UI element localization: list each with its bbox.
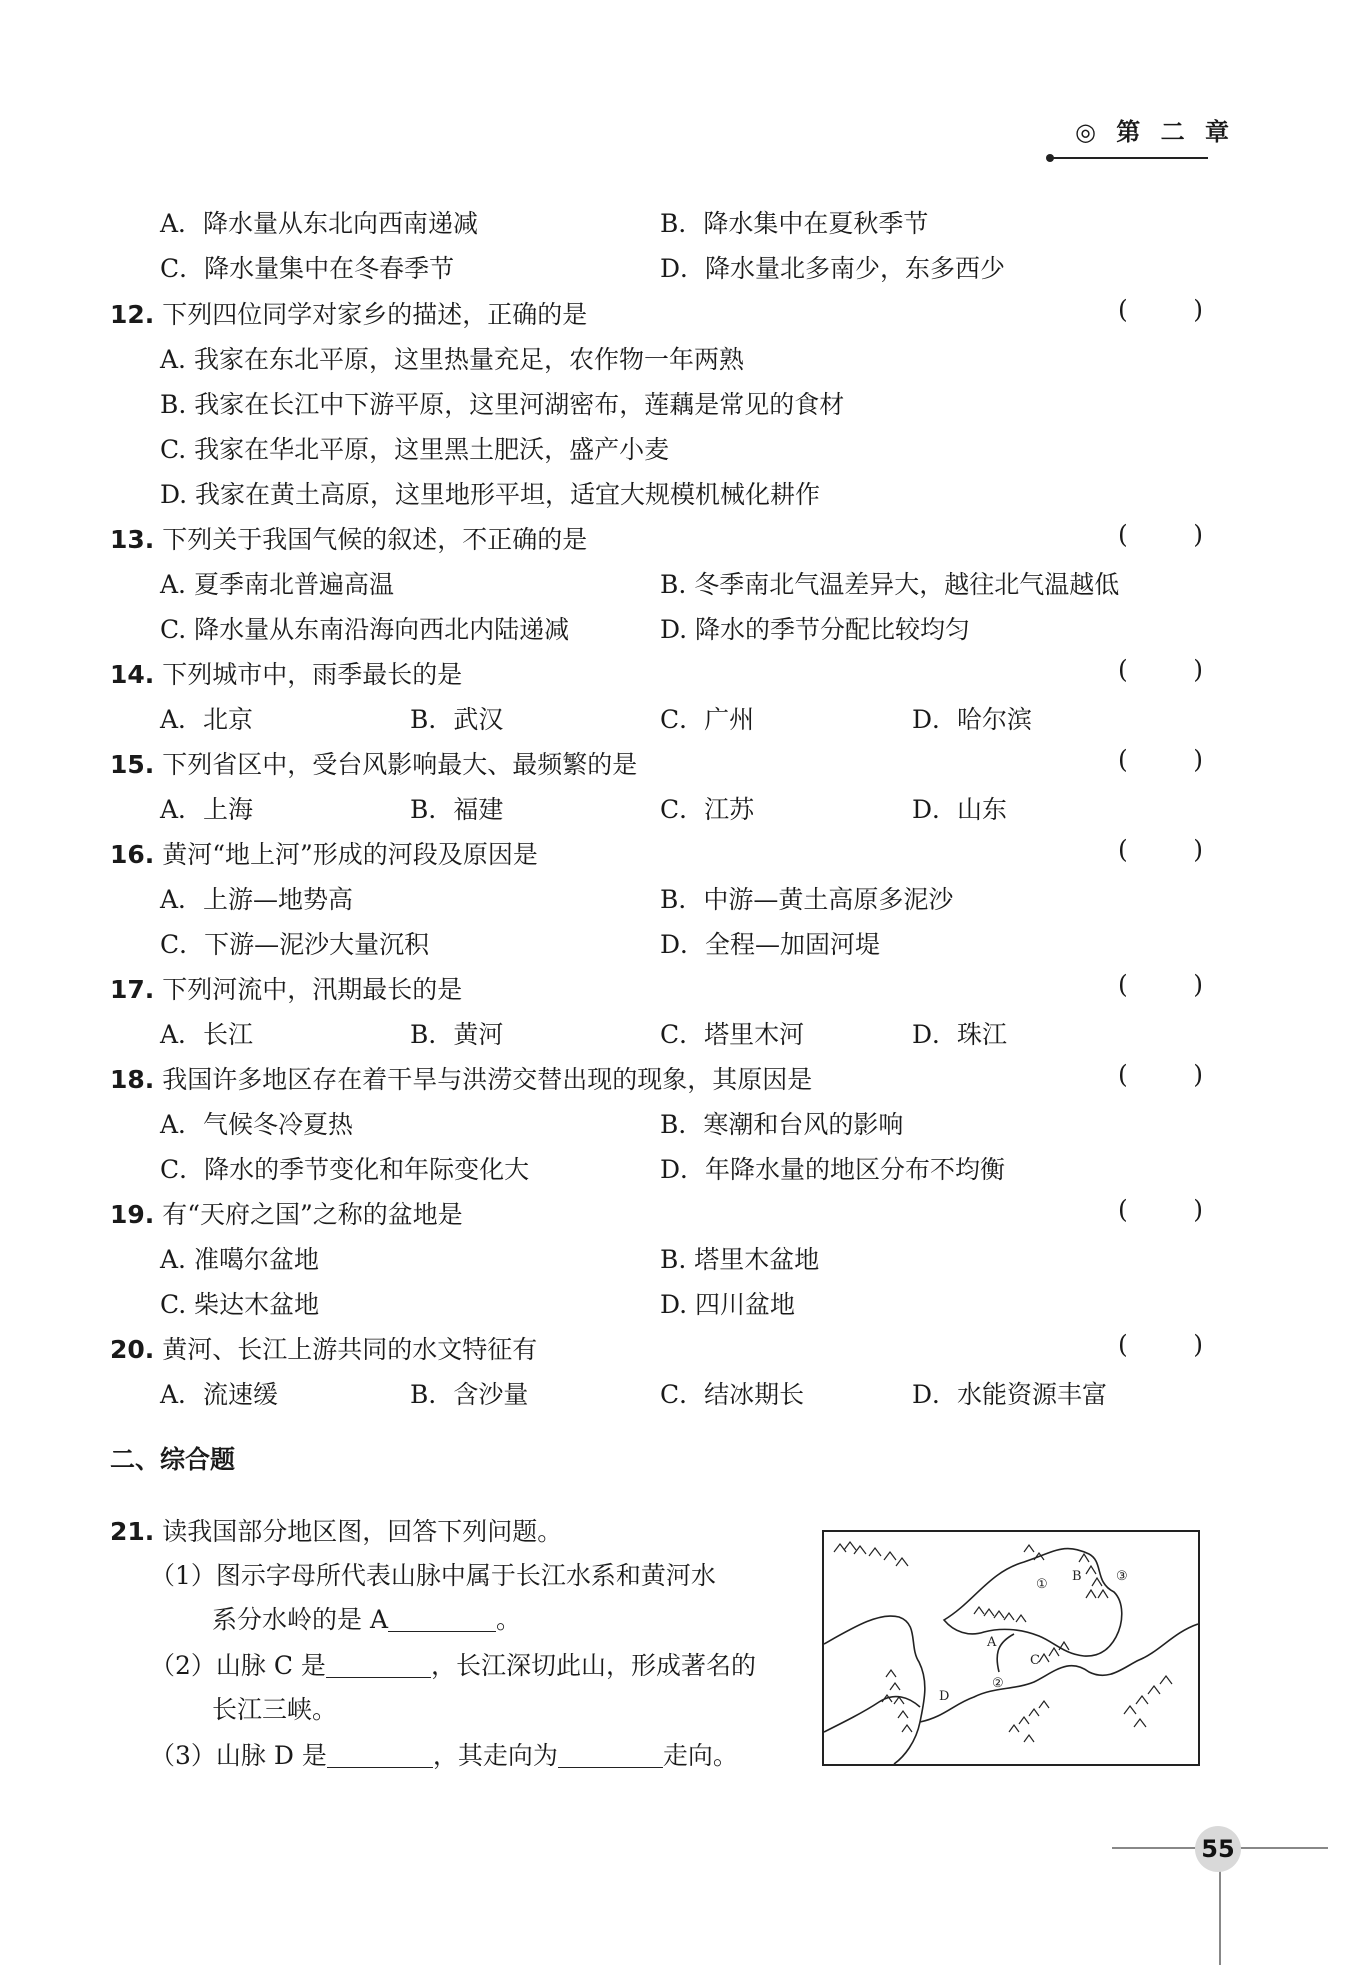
q11-option-b: B．降水集中在夏秋季节	[660, 209, 929, 238]
footer-vertical-rule	[1219, 1870, 1221, 1965]
mountain-symbol	[1124, 1676, 1172, 1727]
q19-option-b: B. 塔里木盆地	[660, 1245, 820, 1274]
q12-option-d-row	[0, 475, 1350, 515]
q18-option-b: B．寒潮和台风的影响	[660, 1110, 904, 1139]
map-label-d: D	[939, 1689, 950, 1704]
map-drawing	[824, 1532, 1198, 1764]
q11-option-a: A．降水量从东北向西南递减	[160, 209, 479, 238]
region-map	[822, 1530, 1200, 1766]
q17-option-c: C．塔里木河	[660, 1020, 805, 1049]
q21-part-3-text: （3）山脉 D 是	[150, 1741, 327, 1770]
question-number: 20.	[110, 1335, 155, 1364]
q20-options-row	[0, 1375, 1350, 1415]
q15-option-a: A．上海	[160, 795, 254, 824]
page-number: 55	[1195, 1826, 1241, 1872]
q18-option-d: D．年降水量的地区分布不均衡	[660, 1155, 1006, 1184]
answer-bracket[interactable]: ( )	[1118, 655, 1203, 684]
q17-option-d: D．珠江	[912, 1020, 1008, 1049]
q11-option-d: D．降水量北多南少，东多西少	[660, 254, 1006, 283]
question-number: 15.	[110, 750, 155, 779]
question-stem: 下列关于我国气候的叙述，不正确的是	[162, 525, 588, 554]
question-17	[0, 970, 1350, 1010]
q19-option-a: A. 准噶尔盆地	[160, 1245, 319, 1274]
question-13	[0, 520, 1350, 560]
q12-option-c: C. 我家在华北平原，这里黑土肥沃，盛产小麦	[160, 435, 670, 464]
q20-option-b: B．含沙量	[410, 1380, 529, 1409]
question-20	[0, 1330, 1350, 1370]
q11-option-c: C．降水量集中在冬春季节	[160, 254, 455, 283]
q12-option-a: A. 我家在东北平原，这里热量充足，农作物一年两熟	[160, 345, 744, 374]
question-number: 12.	[110, 300, 155, 329]
map-label-a: A	[987, 1635, 997, 1650]
q19-options-row-2	[0, 1285, 1350, 1325]
q21-part-3-end: 走向。	[662, 1741, 738, 1770]
q21-part-1-text-2: 系分水岭的是 A	[212, 1605, 389, 1634]
question-14	[0, 655, 1350, 695]
map-label-c: C	[1030, 1653, 1040, 1668]
question-stem: 下列城市中，雨季最长的是	[162, 660, 463, 689]
question-stem: 我国许多地区存在着干旱与洪涝交替出现的现象，其原因是	[162, 1065, 813, 1094]
q18-options-row-2	[0, 1150, 1350, 1190]
q19-option-d: D. 四川盆地	[660, 1290, 796, 1319]
q14-option-a: A．北京	[160, 705, 254, 734]
q16-option-d: D．全程—加固河堤	[660, 930, 881, 959]
q19-option-c: C. 柴达木盆地	[160, 1290, 320, 1319]
q17-option-a: A．长江	[160, 1020, 254, 1049]
answer-bracket[interactable]: ( )	[1118, 970, 1203, 999]
question-18	[0, 1060, 1350, 1100]
map-label-b: B	[1072, 1569, 1082, 1584]
question-number: 18.	[110, 1065, 155, 1094]
q16-options-row-2	[0, 925, 1350, 965]
q14-option-d: D．哈尔滨	[912, 705, 1033, 734]
section-title: 二、综合题	[110, 1445, 236, 1474]
question-number: 13.	[110, 525, 155, 554]
q15-options-row	[0, 790, 1350, 830]
mountain-symbol	[1079, 1554, 1108, 1598]
mountain-symbol	[974, 1607, 1026, 1622]
question-12	[0, 295, 1350, 335]
question-number: 19.	[110, 1200, 155, 1229]
q18-option-a: A．气候冬冷夏热	[160, 1110, 354, 1139]
answer-bracket[interactable]: ( )	[1118, 835, 1203, 864]
q17-option-b: B．黄河	[410, 1020, 504, 1049]
q20-option-c: C．结冰期长	[660, 1380, 805, 1409]
header-rule	[1050, 157, 1208, 159]
q21-part-2-text-3: 长江三峡。	[212, 1695, 338, 1724]
q16-option-c: C．下游—泥沙大量沉积	[160, 930, 430, 959]
q13-option-d: D. 降水的季节分配比较均匀	[660, 615, 971, 644]
answer-blank-3[interactable]	[327, 1741, 433, 1768]
question-number: 17.	[110, 975, 155, 1004]
q13-options-row-2	[0, 610, 1350, 650]
q14-option-c: C．广州	[660, 705, 755, 734]
q17-options-row	[0, 1015, 1350, 1055]
q21-part-1-text: （1）图示字母所代表山脉中属于长江水系和黄河水	[150, 1561, 716, 1590]
question-stem: 黄河“地上河”形成的河段及原因是	[162, 840, 538, 869]
q21-part-2-text-2: ，长江深切此山，形成著名的	[430, 1651, 756, 1680]
question-stem: 下列四位同学对家乡的描述，正确的是	[162, 300, 588, 329]
answer-blank-4[interactable]	[558, 1741, 663, 1768]
map-label-1: ①	[1036, 1577, 1048, 1592]
q13-options-row-1	[0, 565, 1350, 605]
question-15	[0, 745, 1350, 785]
answer-bracket[interactable]: ( )	[1118, 1195, 1203, 1224]
question-number: 16.	[110, 840, 155, 869]
tributary-line-2	[997, 1634, 1014, 1672]
mountain-symbol	[882, 1670, 912, 1732]
answer-bracket[interactable]: ( )	[1118, 1330, 1203, 1359]
q16-option-b: B．中游—黄土高原多泥沙	[660, 885, 954, 914]
q11-options-row-1	[0, 204, 1350, 244]
q20-option-d: D．水能资源丰富	[912, 1380, 1108, 1409]
answer-bracket[interactable]: ( )	[1118, 295, 1203, 324]
q14-options-row	[0, 700, 1350, 740]
q13-option-b: B. 冬季南北气温差异大，越往北气温越低	[660, 570, 1120, 599]
q11-options-row-2	[0, 249, 1350, 289]
q19-options-row-1	[0, 1240, 1350, 1280]
answer-bracket[interactable]: ( )	[1118, 520, 1203, 549]
q14-option-b: B．武汉	[410, 705, 504, 734]
answer-bracket[interactable]: ( )	[1118, 745, 1203, 774]
question-19	[0, 1195, 1350, 1235]
question-stem: 下列省区中，受台风影响最大、最频繁的是	[162, 750, 638, 779]
q16-options-row-1	[0, 880, 1350, 920]
q12-option-a-row	[0, 340, 1350, 380]
mountain-symbol	[834, 1542, 908, 1566]
q12-option-b: B. 我家在长江中下游平原，这里河湖密布，莲藕是常见的食材	[160, 390, 845, 419]
question-stem: 有“天府之国”之称的盆地是	[162, 1200, 463, 1229]
yellow-river-line	[944, 1549, 1122, 1657]
answer-bracket[interactable]: ( )	[1118, 1060, 1203, 1089]
q21-part-2-text: （2）山脉 C 是	[150, 1651, 326, 1680]
q15-option-c: C．江苏	[660, 795, 755, 824]
map-label-3: ③	[1116, 1569, 1128, 1584]
answer-blank-1[interactable]	[388, 1605, 496, 1632]
q12-option-c-row	[0, 430, 1350, 470]
yangtze-river-line	[824, 1616, 1198, 1764]
q18-option-c: C．降水的季节变化和年际变化大	[160, 1155, 530, 1184]
q15-option-b: B．福建	[410, 795, 504, 824]
q18-options-row-1	[0, 1105, 1350, 1145]
q15-option-d: D．山东	[912, 795, 1008, 824]
q20-option-a: A．流速缓	[160, 1380, 279, 1409]
q12-option-b-row	[0, 385, 1350, 425]
q21-part-1-end: 。	[496, 1605, 522, 1634]
question-number: 21.	[110, 1517, 155, 1546]
q12-option-d: D. 我家在黄土高原，这里地形平坦，适宜大规模机械化耕作	[160, 480, 821, 509]
map-label-2: ②	[992, 1676, 1004, 1691]
q13-option-c: C. 降水量从东南沿海向西北内陆递减	[160, 615, 570, 644]
chapter-header: ◎ 第 二 章	[1075, 118, 1236, 146]
q13-option-a: A. 夏季南北普遍高温	[160, 570, 394, 599]
q21-part-3-text-2: ，其走向为	[432, 1741, 558, 1770]
question-number: 14.	[110, 660, 155, 689]
answer-blank-2[interactable]	[326, 1651, 431, 1678]
question-stem: 下列河流中，汛期最长的是	[162, 975, 463, 1004]
q16-option-a: A．上游—地势高	[160, 885, 354, 914]
mountain-symbol	[1009, 1701, 1049, 1742]
question-stem: 读我国部分地区图，回答下列问题。	[162, 1517, 563, 1546]
question-16	[0, 835, 1350, 875]
question-stem: 黄河、长江上游共同的水文特征有	[162, 1335, 538, 1364]
